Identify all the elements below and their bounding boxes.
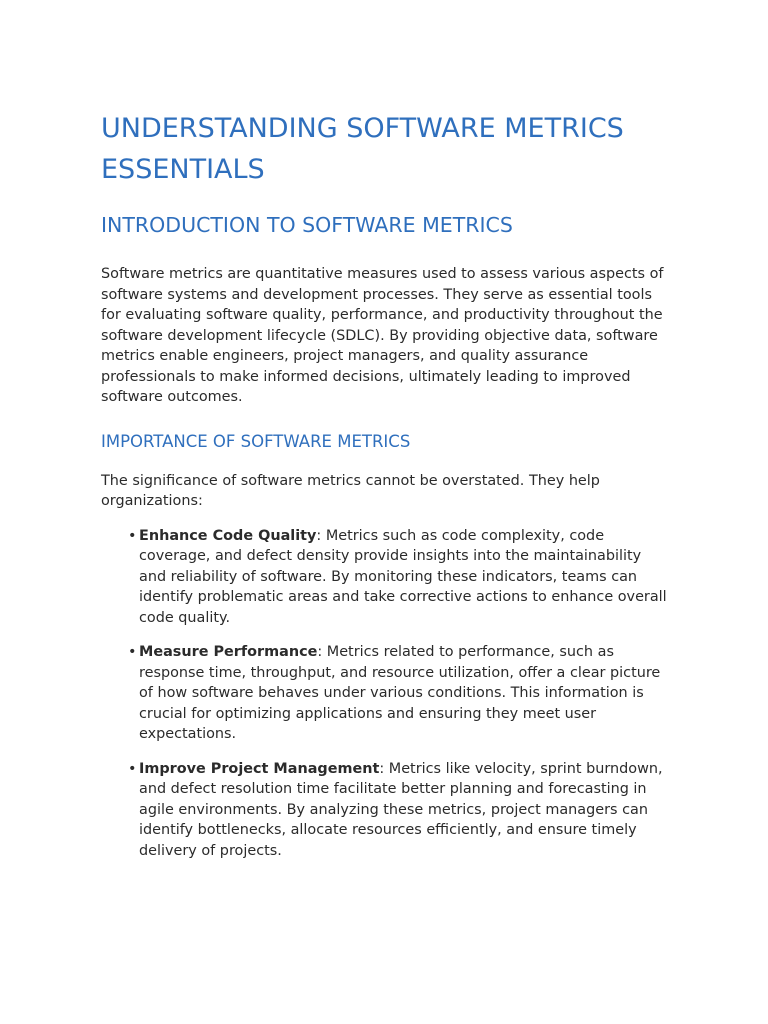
intro-paragraph: Software metrics are quantitative measures used to assess various aspects of software systems and development processes. They serve as essential tools for evaluating software quality, performance, and productivity throughout the software development lifecycle (SDLC). By providing objective data, software metrics enable engineers, project managers, and quality assurance professionals to make informed decisions, ultimately leading to improved software outcomes. bbox=[101, 266, 664, 405]
bullet-term: Enhance Code Quality bbox=[139, 527, 317, 544]
bullet-text: : Metrics like velocity, sprint burndown, and defect resolution time facilitate better planning and forecasting in agile environments. By analyzing these metrics, project managers can identify bottlenecks, allocate resources efficiently, and ensure timely delivery of projects. bbox=[139, 760, 663, 859]
section-heading: INTRODUCTION TO SOFTWARE METRICS bbox=[101, 213, 513, 237]
document-page bbox=[101, 108, 671, 875]
bullet-icon: • bbox=[128, 760, 137, 777]
list-item bbox=[101, 526, 671, 629]
document-title: UNDERSTANDING SOFTWARE METRICS ESSENTIALS bbox=[101, 113, 624, 185]
bullet-icon: • bbox=[128, 527, 137, 544]
bullet-term: Improve Project Management bbox=[139, 760, 380, 777]
bullet-text: : Metrics such as code complexity, code coverage, and defect density provide insights into the maintainability and reliability of software. By monitoring these indicators, teams can identify problematic areas and take corrective actions to enhance overall code quality. bbox=[139, 527, 667, 626]
subsection-heading: IMPORTANCE OF SOFTWARE METRICS bbox=[101, 431, 411, 451]
bullet-icon: • bbox=[128, 644, 137, 660]
bullet-text: : Metrics related to performance, such as response time, throughput, and resource utilization, offer a clear picture of how software behaves under various conditions. This information is crucial for optimizing applications and ensuring they meet user expectations. bbox=[139, 644, 661, 742]
list-item bbox=[101, 642, 671, 745]
subsection-intro: The significance of software metrics cannot be overstated. They help organizations: bbox=[101, 472, 600, 509]
list-item bbox=[101, 759, 671, 862]
bullet-list bbox=[101, 526, 671, 862]
bullet-term: Measure Performance bbox=[139, 644, 318, 660]
